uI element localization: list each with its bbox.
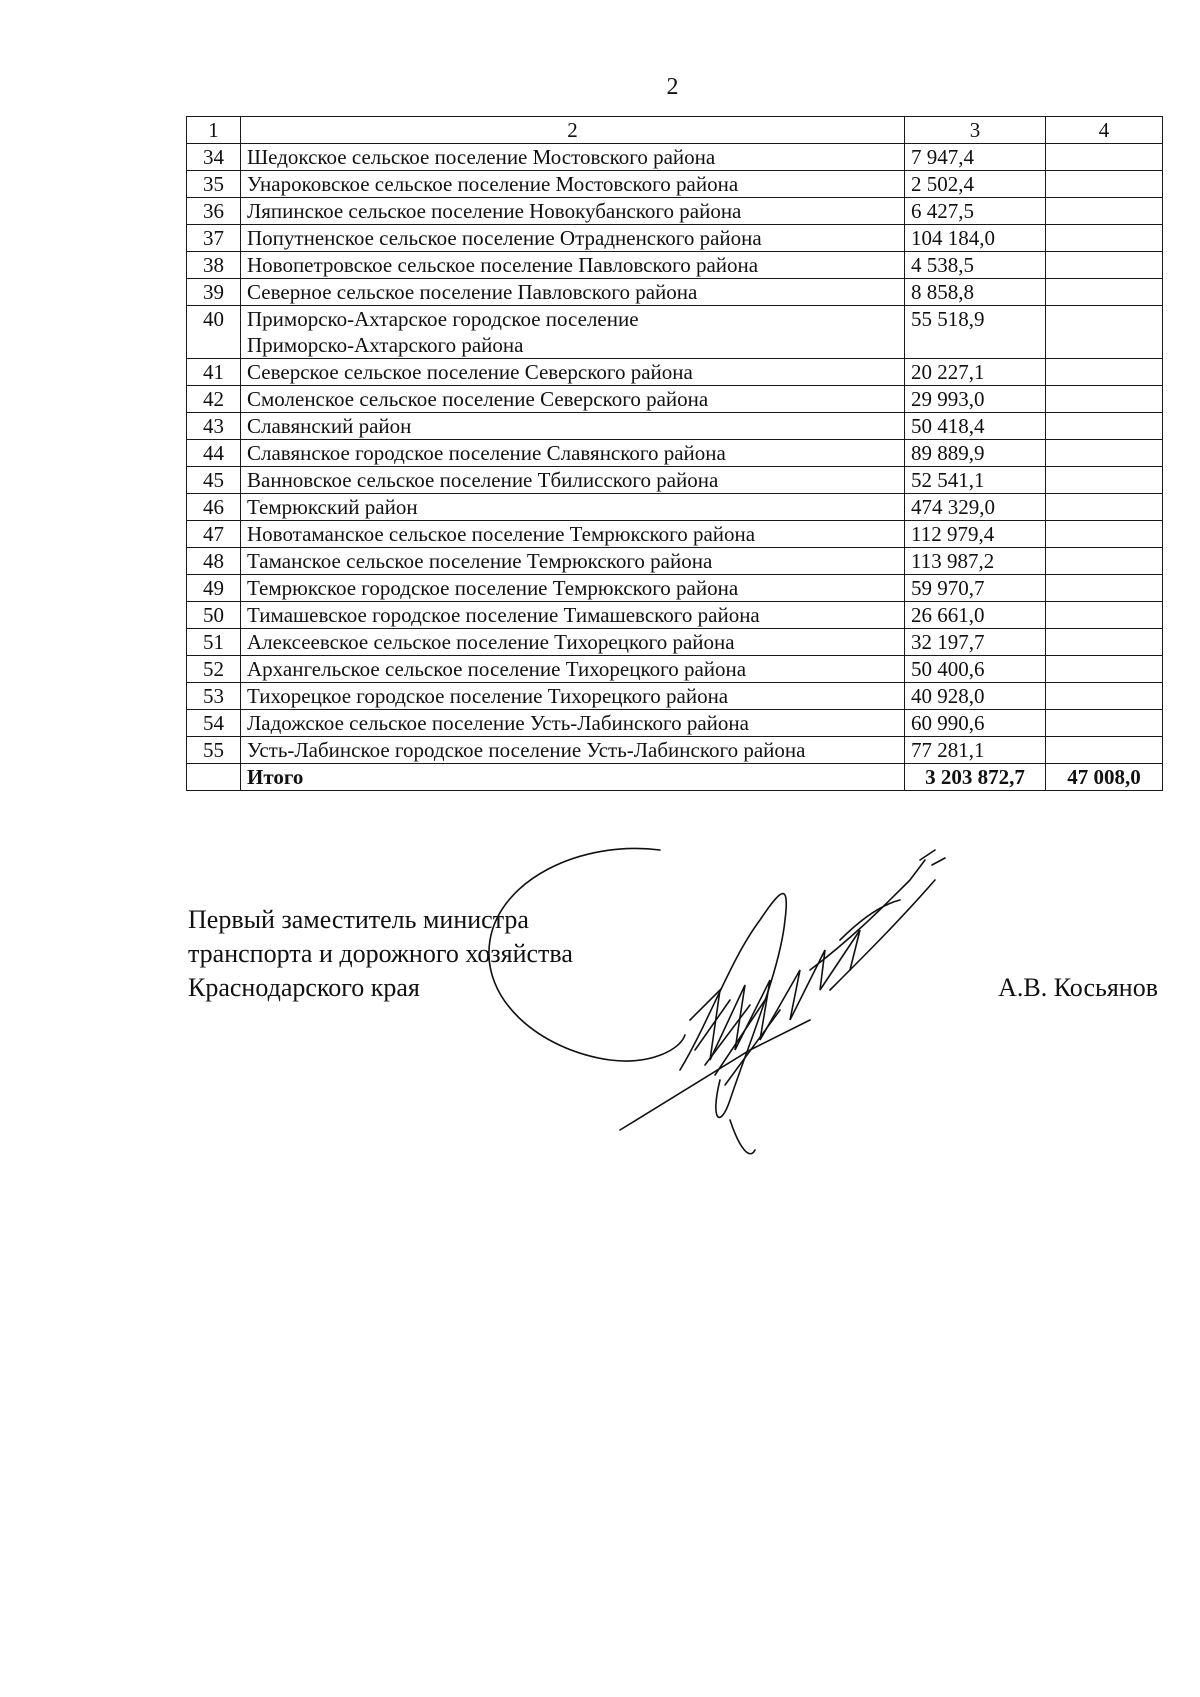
- amount-cell: 113 987,2: [905, 548, 1046, 575]
- table-row: [187, 656, 1163, 683]
- row-number-cell: 34: [187, 144, 241, 171]
- row-number-cell: 53: [187, 683, 241, 710]
- total-empty-cell: [187, 764, 241, 791]
- header-cell: 3: [905, 117, 1046, 144]
- settlement-name-cell: Темрюкский район: [241, 494, 905, 521]
- table-row: [187, 386, 1163, 413]
- row-number-cell: 36: [187, 198, 241, 225]
- settlement-name-cell: Унароковское сельское поселение Мостовского района: [241, 171, 905, 198]
- amount-2-cell: [1046, 494, 1163, 521]
- signatory-title-line: Первый заместитель министра: [188, 905, 529, 934]
- row-number-cell: 55: [187, 737, 241, 764]
- amount-2-cell: [1046, 602, 1163, 629]
- total-amount-cell: 3 203 872,7: [905, 764, 1046, 791]
- amount-2-cell: [1046, 252, 1163, 279]
- row-number-cell: 44: [187, 440, 241, 467]
- amount-2-cell: [1046, 548, 1163, 575]
- settlement-name-cell: Ладожское сельское поселение Усть-Лабинского района: [241, 710, 905, 737]
- settlement-name-cell: Ляпинское сельское поселение Новокубанского района: [241, 198, 905, 225]
- table-row: [187, 602, 1163, 629]
- settlement-name-cell: Славянское городское поселение Славянского района: [241, 440, 905, 467]
- settlement-name-cell: Шедокское сельское поселение Мостовского района: [241, 144, 905, 171]
- page-number: 2: [666, 74, 679, 100]
- row-number-cell: 47: [187, 521, 241, 548]
- signatory-title-line: Краснодарского края: [188, 973, 420, 1002]
- table-row: [187, 494, 1163, 521]
- amount-cell: 7 947,4: [905, 144, 1046, 171]
- table-row: [187, 252, 1163, 279]
- row-number-cell: 40: [187, 306, 241, 359]
- settlement-name-cell: Ванновское сельское поселение Тбилисского района: [241, 467, 905, 494]
- table-row: [187, 306, 1163, 359]
- amount-2-cell: [1046, 171, 1163, 198]
- table-row: [187, 440, 1163, 467]
- total-row: [187, 764, 1163, 791]
- table-row: [187, 575, 1163, 602]
- header-cell: 1: [187, 117, 241, 144]
- row-number-cell: 48: [187, 548, 241, 575]
- row-number-cell: 52: [187, 656, 241, 683]
- settlement-name-cell: Усть-Лабинское городское поселение Усть-Лабинского района: [241, 737, 905, 764]
- amount-cell: 474 329,0: [905, 494, 1046, 521]
- signatory-title-line: транспорта и дорожного хозяйства: [188, 939, 573, 968]
- amount-2-cell: [1046, 413, 1163, 440]
- table-row: [187, 683, 1163, 710]
- amount-cell: 52 541,1: [905, 467, 1046, 494]
- row-number-cell: 35: [187, 171, 241, 198]
- total-label-cell: Итого: [241, 764, 905, 791]
- amount-cell: 40 928,0: [905, 683, 1046, 710]
- table-row: [187, 548, 1163, 575]
- amount-cell: 8 858,8: [905, 279, 1046, 306]
- table-body: [187, 117, 1163, 791]
- amount-cell: 2 502,4: [905, 171, 1046, 198]
- amount-2-cell: [1046, 306, 1163, 359]
- header-cell: 2: [241, 117, 905, 144]
- header-cell: 4: [1046, 117, 1163, 144]
- row-number-cell: 42: [187, 386, 241, 413]
- table-row: [187, 413, 1163, 440]
- settlement-name-cell: Алексеевское сельское поселение Тихорецкого района: [241, 629, 905, 656]
- settlement-name-cell: Темрюкское городское поселение Темрюкского района: [241, 575, 905, 602]
- row-number-cell: 46: [187, 494, 241, 521]
- amount-2-cell: [1046, 359, 1163, 386]
- amount-cell: 32 197,7: [905, 629, 1046, 656]
- settlement-name-cell: Попутненское сельское поселение Отрадненского района: [241, 225, 905, 252]
- settlement-name-cell: Тихорецкое городское поселение Тихорецкого района: [241, 683, 905, 710]
- row-number-cell: 43: [187, 413, 241, 440]
- amount-2-cell: [1046, 225, 1163, 252]
- amount-2-cell: [1046, 656, 1163, 683]
- row-number-cell: 41: [187, 359, 241, 386]
- amount-2-cell: [1046, 710, 1163, 737]
- row-number-cell: 50: [187, 602, 241, 629]
- amount-cell: 50 418,4: [905, 413, 1046, 440]
- amount-cell: 77 281,1: [905, 737, 1046, 764]
- settlement-name-cell: Приморско-Ахтарское городское поселение Приморско-Ахтарского района: [241, 306, 905, 359]
- amount-2-cell: [1046, 279, 1163, 306]
- settlement-name-cell: Тимашевское городское поселение Тимашевского района: [241, 602, 905, 629]
- signatory-name: А.В. Косьянов: [998, 973, 1158, 1002]
- amount-2-cell: [1046, 521, 1163, 548]
- amount-2-cell: [1046, 440, 1163, 467]
- settlement-name-cell: Таманское сельское поселение Темрюкского района: [241, 548, 905, 575]
- row-number-cell: 49: [187, 575, 241, 602]
- row-number-cell: 54: [187, 710, 241, 737]
- amount-2-cell: [1046, 629, 1163, 656]
- amount-cell: 59 970,7: [905, 575, 1046, 602]
- settlement-name-cell: Архангельское сельское поселение Тихорецкого района: [241, 656, 905, 683]
- settlement-name-cell: Славянский район: [241, 413, 905, 440]
- amount-cell: 6 427,5: [905, 198, 1046, 225]
- amount-cell: 26 661,0: [905, 602, 1046, 629]
- amount-2-cell: [1046, 683, 1163, 710]
- amount-2-cell: [1046, 467, 1163, 494]
- amount-2-cell: [1046, 575, 1163, 602]
- table-row: [187, 171, 1163, 198]
- settlement-name-cell: Новотаманское сельское поселение Темрюкского района: [241, 521, 905, 548]
- amount-cell: 60 990,6: [905, 710, 1046, 737]
- row-number-cell: 37: [187, 225, 241, 252]
- settlement-name-cell: Северское сельское поселение Северского района: [241, 359, 905, 386]
- amount-2-cell: [1046, 737, 1163, 764]
- settlement-name-cell: Новопетровское сельское поселение Павловского района: [241, 252, 905, 279]
- table-row: [187, 629, 1163, 656]
- amount-cell: 4 538,5: [905, 252, 1046, 279]
- row-number-cell: 45: [187, 467, 241, 494]
- total-amount-2-cell: 47 008,0: [1046, 764, 1163, 791]
- table-row: [187, 225, 1163, 252]
- settlement-name-cell: Северное сельское поселение Павловского района: [241, 279, 905, 306]
- table-row: [187, 144, 1163, 171]
- amount-2-cell: [1046, 386, 1163, 413]
- settlement-name-cell: Смоленское сельское поселение Северского района: [241, 386, 905, 413]
- amount-cell: 50 400,6: [905, 656, 1046, 683]
- handwritten-signature: [480, 820, 1000, 1160]
- amount-2-cell: [1046, 144, 1163, 171]
- row-number-cell: 38: [187, 252, 241, 279]
- row-number-cell: 39: [187, 279, 241, 306]
- table-row: [187, 710, 1163, 737]
- amount-cell: 55 518,9: [905, 306, 1046, 359]
- table-row: [187, 279, 1163, 306]
- row-number-cell: 51: [187, 629, 241, 656]
- amount-2-cell: [1046, 198, 1163, 225]
- table-row: [187, 198, 1163, 225]
- amount-cell: 20 227,1: [905, 359, 1046, 386]
- table-row: [187, 521, 1163, 548]
- amount-cell: 89 889,9: [905, 440, 1046, 467]
- table-row: [187, 467, 1163, 494]
- table-row: [187, 737, 1163, 764]
- table-header-row: [187, 117, 1163, 144]
- amount-cell: 29 993,0: [905, 386, 1046, 413]
- table-row: [187, 359, 1163, 386]
- data-table: [186, 116, 1163, 791]
- amount-cell: 112 979,4: [905, 521, 1046, 548]
- amount-cell: 104 184,0: [905, 225, 1046, 252]
